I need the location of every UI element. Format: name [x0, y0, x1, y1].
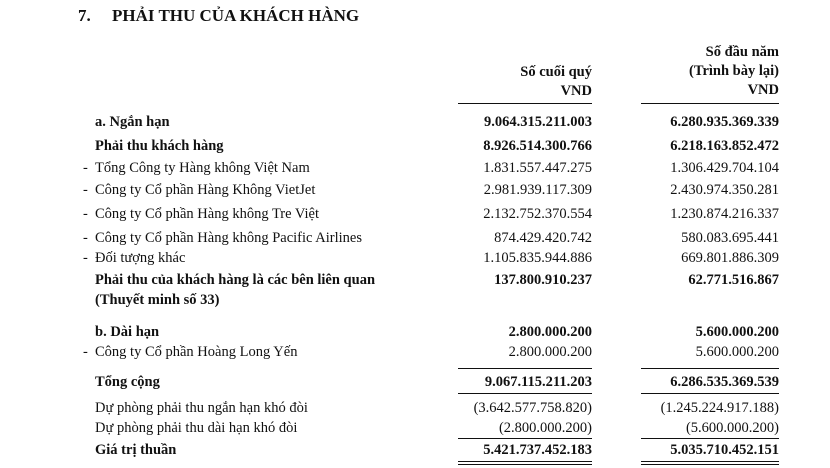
opening-column-note: (Trình bày lại)	[689, 63, 779, 79]
closing-value: 1.105.835.944.886	[483, 250, 592, 266]
closing-value: 9.067.115.211.203	[484, 374, 592, 390]
table-row-net-value	[0, 440, 830, 460]
net-top-rule	[458, 438, 592, 439]
closing-value: 2.132.752.370.554	[483, 206, 592, 222]
row-label: - Công ty Cổ phần Hàng Không VietJet	[95, 180, 315, 200]
closing-value: 2.800.000.200	[508, 344, 592, 360]
closing-value: 137.800.910.237	[494, 272, 592, 288]
closing-value: 874.429.420.742	[494, 230, 592, 246]
closing-value: (2.800.000.200)	[498, 420, 592, 436]
opening-value: 5.600.000.200	[695, 344, 779, 360]
closing-value: 5.421.737.452.183	[483, 442, 592, 458]
closing-column-header	[520, 63, 592, 101]
opening-column-header	[689, 43, 779, 100]
table-row	[0, 158, 830, 178]
closing-value: 2.800.000.200	[508, 324, 592, 340]
row-label: - Công ty Cổ phần Hoàng Long Yến	[95, 342, 297, 362]
table-row	[0, 342, 830, 362]
opening-value: 6.286.535.369.539	[670, 374, 779, 390]
table-row-trade-receivables	[0, 136, 830, 156]
table-row-long-term	[0, 322, 830, 342]
net-bottom-rule	[641, 461, 779, 462]
closing-value: 9.064.315.211.003	[484, 114, 592, 130]
row-label: - Công ty Cổ phần Hàng không Pacific Airlines	[95, 228, 362, 248]
total-bottom-rule	[458, 393, 592, 394]
table-row-related-parties	[0, 270, 830, 310]
row-label-note: (Thuyết minh số 33)	[95, 292, 220, 308]
net-bottom-rule	[458, 464, 592, 465]
net-bottom-rule	[458, 461, 592, 462]
opening-value: 6.280.935.369.339	[670, 114, 779, 130]
section-number: 7.	[78, 6, 91, 25]
row-label: Dự phòng phải thu dài hạn khó đòi	[95, 420, 298, 436]
row-label: - Đối tượng khác	[95, 248, 185, 268]
closing-column-title: Số cuối quý	[520, 64, 592, 80]
opening-value: (1.245.224.917.188)	[660, 400, 779, 416]
table-row	[0, 418, 830, 438]
total-bottom-rule	[641, 393, 779, 394]
row-label: - Công ty Cổ phần Hàng không Tre Việt	[95, 204, 319, 224]
total-top-rule	[458, 368, 592, 369]
opening-value: 669.801.886.309	[681, 250, 779, 266]
closing-value: 2.981.939.117.309	[483, 182, 592, 198]
row-label: a. Ngắn hạn	[95, 114, 170, 130]
net-top-rule	[641, 438, 779, 439]
opening-value: 62.771.516.867	[688, 272, 779, 288]
row-label: Tổng cộng	[95, 374, 160, 390]
table-row-short-term	[0, 112, 830, 132]
opening-value: 5.035.710.452.151	[670, 442, 779, 458]
table-row	[0, 204, 830, 224]
closing-value: 1.831.557.447.275	[483, 160, 592, 176]
opening-value: 1.306.429.704.104	[670, 160, 779, 176]
table-row-total	[0, 372, 830, 392]
net-bottom-rule	[641, 464, 779, 465]
closing-header-rule	[458, 103, 592, 104]
opening-value: 5.600.000.200	[695, 324, 779, 340]
closing-value: 8.926.514.300.766	[483, 138, 592, 154]
table-row	[0, 228, 830, 248]
opening-value: 6.218.163.852.472	[670, 138, 779, 154]
section-title: PHẢI THU CỦA KHÁCH HÀNG	[112, 6, 360, 25]
table-row	[0, 180, 830, 200]
opening-value: 1.230.874.216.337	[670, 206, 779, 222]
section-heading	[78, 6, 359, 26]
row-label: Phải thu khách hàng	[95, 138, 224, 154]
row-label: - Tổng Công ty Hàng không Việt Nam	[95, 158, 310, 178]
opening-column-unit: VND	[747, 82, 779, 98]
table-row	[0, 248, 830, 268]
row-label: b. Dài hạn	[95, 324, 160, 340]
opening-value: 2.430.974.350.281	[670, 182, 779, 198]
opening-column-title: Số đầu năm	[705, 44, 779, 60]
opening-value: 580.083.695.441	[681, 230, 779, 246]
row-label: Dự phòng phải thu ngắn hạn khó đòi	[95, 400, 308, 416]
row-label: Giá trị thuần	[95, 442, 177, 458]
row-label: Phải thu của khách hàng là các bên liên quan	[95, 272, 376, 288]
opening-header-rule	[641, 103, 779, 104]
table-row	[0, 398, 830, 418]
opening-value: (5.600.000.200)	[685, 420, 779, 436]
closing-value: (3.642.577.758.820)	[473, 400, 592, 416]
closing-column-unit: VND	[560, 83, 592, 99]
total-top-rule	[641, 368, 779, 369]
